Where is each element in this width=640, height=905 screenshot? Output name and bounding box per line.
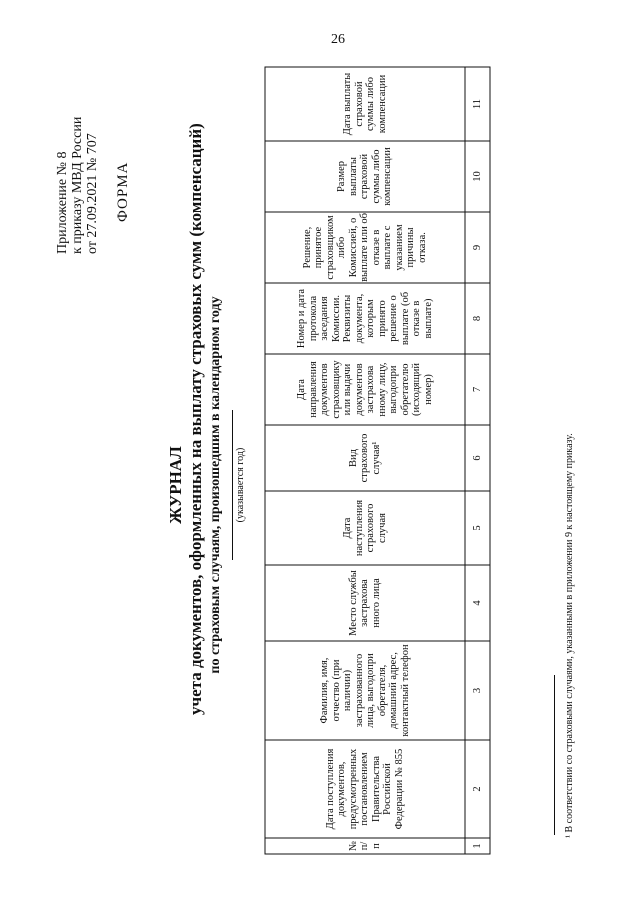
- header-col-7: Дата направления документов страховщику или выдачи документов застрахова нному лицу, выгодопри обретателю (исходящий номер): [296, 360, 434, 419]
- header-col-9: Решение, принятое страховщиком либо Комиссией, о выплате или об отказе в выплате с указанием причины отказа.: [301, 213, 428, 282]
- header-col-1: № п/п: [347, 840, 382, 852]
- col-number-7: 7: [471, 386, 483, 393]
- col-number-4: 4: [471, 600, 483, 606]
- appendix-line-2: к приказу МВД России: [70, 116, 85, 254]
- journal-title: ЖУРНАЛ: [166, 446, 185, 524]
- journal-subtitle: учета документов, оформленных на выплату страховых сумм (компенсаций): [186, 123, 205, 715]
- col-number-2: 2: [471, 786, 483, 792]
- header-col-6: Вид страхового случая¹: [347, 433, 382, 483]
- form-label: ФОРМА: [115, 161, 131, 222]
- header-col-10: Размер выплаты страховой суммы либо компенсации: [336, 147, 394, 206]
- appendix-line-3: от 27.09.2021 № 707: [85, 133, 100, 254]
- header-col-11: Дата выплаты страховой суммы либо компенсации: [342, 72, 388, 136]
- col-number-9: 9: [471, 244, 483, 251]
- col-number-11: 11: [471, 98, 483, 110]
- year-hint: (указывается год): [232, 410, 246, 560]
- page-number: 26: [331, 32, 345, 47]
- header-col-8: Номер и дата протокола заседания Комиссии. Реквизиты документа, которым принято решение о выплате (об отказе в выплате): [296, 288, 434, 349]
- col-number-3: 3: [471, 687, 483, 694]
- col-number-8: 8: [471, 315, 483, 322]
- footnote: ¹ В соответствии со страховыми случаями, указанными в приложении 9 к настоящему приказу.: [564, 433, 575, 838]
- header-col-3: Фамилия, имя, отчество (при наличии) застрахованного лица, выгодопри обретателя, домашний адрес, контактный телефон: [319, 644, 411, 737]
- col-number-6: 6: [471, 455, 483, 461]
- header-col-4: Место службы застрахова нного лица: [347, 570, 382, 636]
- col-number-1: 1: [471, 843, 483, 849]
- col-number-5: 5: [471, 525, 483, 531]
- header-col-5: Дата наступления страхового случая: [342, 499, 388, 557]
- footnote-separator: [554, 675, 555, 835]
- col-number-10: 10: [471, 171, 483, 182]
- journal-subtitle-2: по страховым случаям, произошедшим в календарном году: [208, 296, 223, 674]
- header-col-2: Дата поступления документов, предусмотренных постановлением Правительства Российской Федерации № 855: [324, 748, 405, 830]
- appendix-line-1: Приложение № 8: [55, 151, 70, 254]
